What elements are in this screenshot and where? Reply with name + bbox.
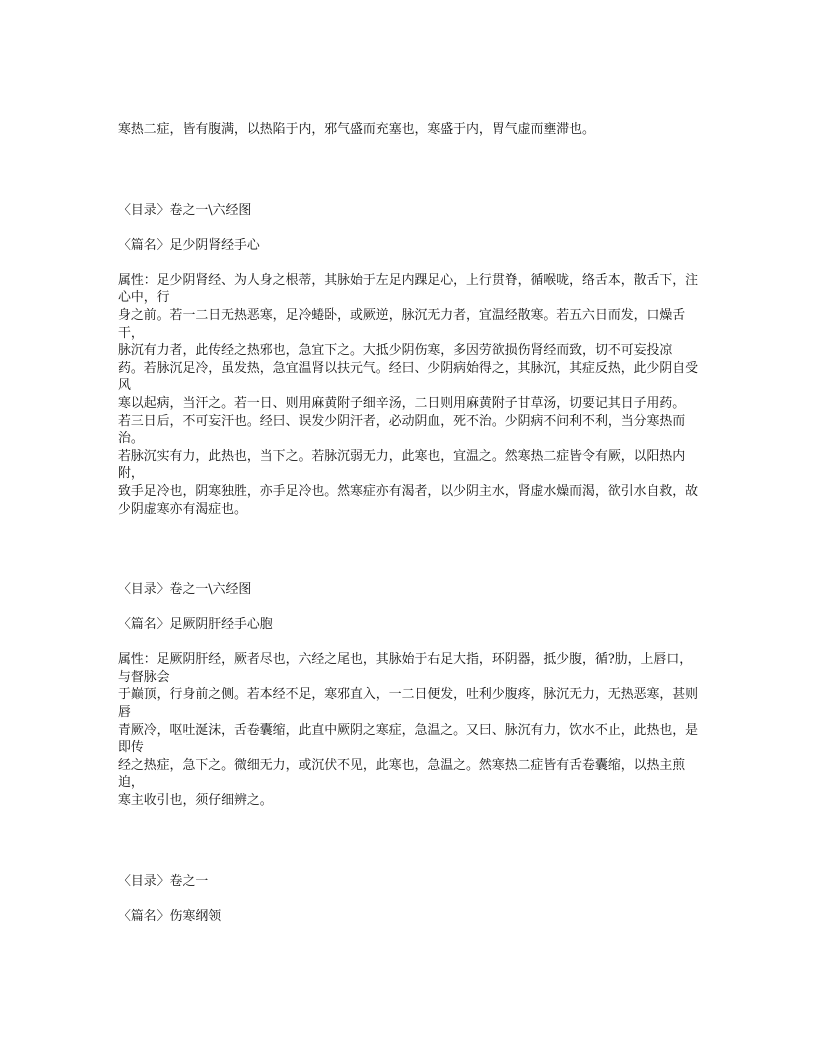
body-paragraph <box>118 651 704 809</box>
text-line: 青厥冷，呕吐涎沫，舌卷囊缩，此直中厥阴之寒症，急温之。又曰、脉沉有力，饮水不止，此热也，是即传 <box>118 722 699 756</box>
chapter-title: 〈篇名〉足少阴肾经手心 <box>118 237 260 253</box>
catalog-heading: 〈目录〉卷之一\六经图 <box>118 582 252 598</box>
catalog-heading: 〈目录〉卷之一 <box>118 873 209 889</box>
text-line: 寒主收引也，须仔细辨之。 <box>118 793 273 809</box>
body-paragraph <box>118 272 704 518</box>
section-shaoyin <box>118 202 704 519</box>
text-line: 经之热症，急下之。微细无力，或沉伏不见，此寒也，急温之。然寒热二症皆有舌卷囊缩，以热主煎迫， <box>118 757 686 791</box>
text-line: 属性：足厥阴肝经，厥者尽也，六经之尾也，其脉始于右足大指，环阴器，抵少腹，循?肋，上唇口，与督脉会 <box>118 652 693 685</box>
section-jueyin <box>118 581 704 810</box>
intro-paragraph: 寒热二症，皆有腹满，以热陷于内，邪气盛而充塞也，寒盛于内，胃气虚而壅滞也。 <box>118 122 595 137</box>
chapter-title: 〈篇名〉足厥阴肝经手心胞 <box>118 617 273 633</box>
text-line: 若三日后，不可妄汗也。经曰、误发少阴汗者，必动阴血，死不治。少阴病不问利不利，当分寒热而治。 <box>118 413 686 447</box>
text-line: 属性：足少阴肾经、为人身之根蒂，其脉始于左足内踝足心，上行贯脊，循喉咙，络舌本，散舌下，注心中，行 <box>118 272 699 306</box>
text-line: 致手足冷也，阴寒独胜，亦手足冷也。然寒症亦有渴者，以少阴主水，肾虚水燥而渴，欲引水自救，故 <box>118 483 699 499</box>
text-line: 少阴虚寒亦有渴症也。 <box>118 501 247 517</box>
section-gangling <box>118 873 704 926</box>
catalog-heading: 〈目录〉卷之一\六经图 <box>118 202 252 218</box>
document-page <box>118 121 704 925</box>
text-line: 若脉沉实有力，此热也，当下之。若脉沉弱无力，此寒也，宜温之。然寒热二症皆令有厥，以阳热内附， <box>118 448 686 482</box>
text-line: 寒以起病，当汗之。若一日、则用麻黄附子细辛汤，二日则用麻黄附子甘草汤，切要记其日子用药。 <box>118 395 686 411</box>
text-line: 药。若脉沉足冷，虽发热，急宜温肾以扶元气。经曰、少阴病始得之，其脉沉，其症反热，此少阴自受风 <box>118 360 699 394</box>
chapter-title: 〈篇名〉伤寒纲领 <box>118 908 222 924</box>
text-line: 脉沉有力者，此传经之热邪也，急宜下之。大抵少阴伤寒，多因劳欲损伤肾经而致，切不可妄投凉 <box>118 343 673 359</box>
text-line: 身之前。若一二日无热恶寒，足冷蜷卧，或厥逆，脉沉无力者，宜温经散寒。若五六日而发，口燥舌干， <box>118 307 686 341</box>
text-line: 于巅顶，行身前之侧。若本经不足，寒邪直入，一二日便发，吐利少腹疼，脉沉无力，无热恶寒，甚则唇 <box>118 687 699 721</box>
